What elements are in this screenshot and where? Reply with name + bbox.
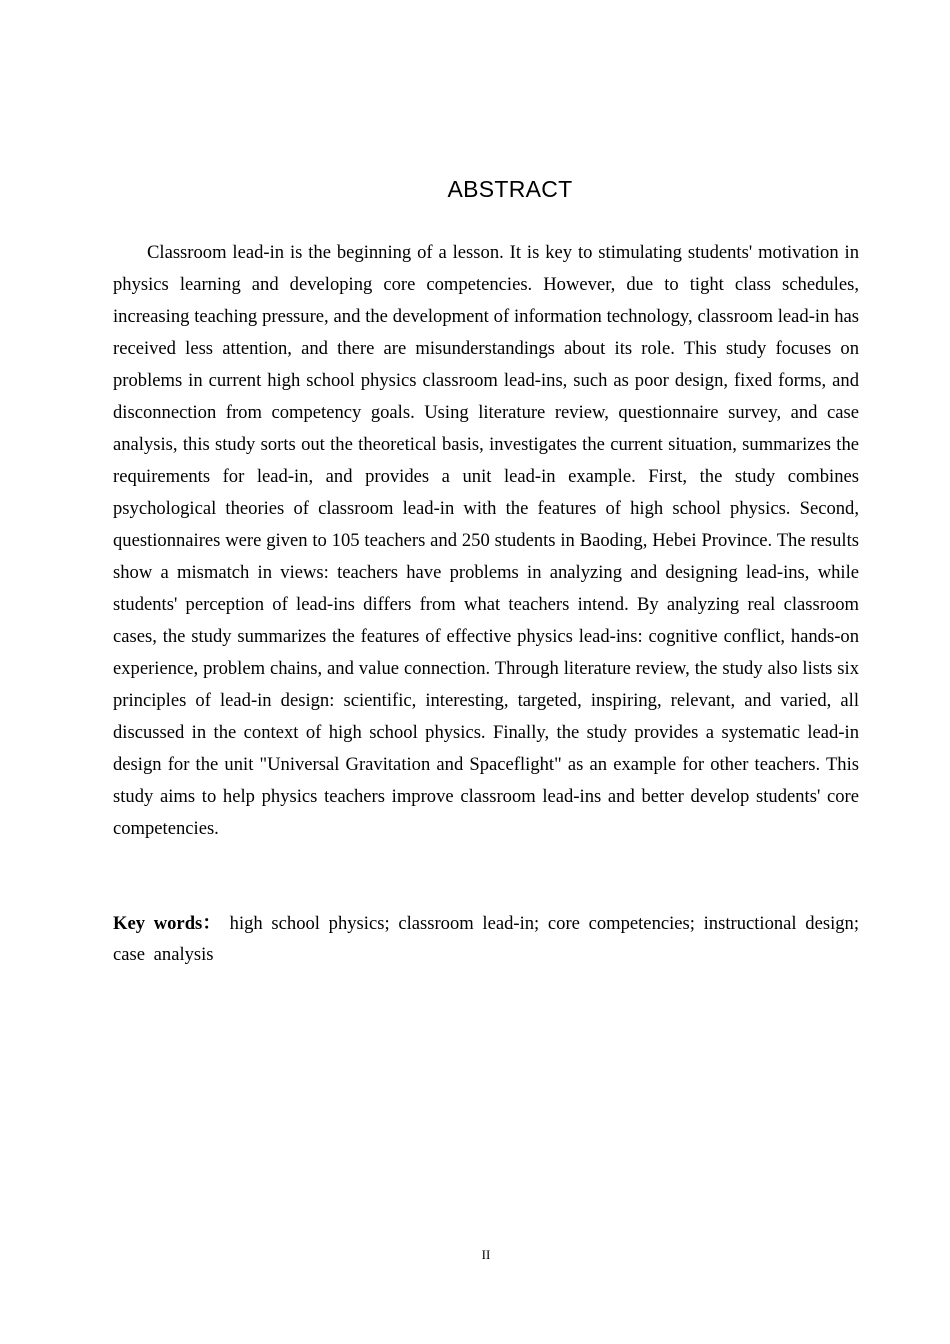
page-number: II <box>481 1247 491 1262</box>
abstract-title: ABSTRACT <box>447 176 573 202</box>
keywords-list: high school physics; classroom lead-in; core competencies; instructional design; case analysis <box>113 913 859 965</box>
keywords-label: Key words： <box>113 913 221 934</box>
abstract-paragraph: Classroom lead-in is the beginning of a lesson. It is key to stimulating students' motivation in physics learning and developing core competencies. However, due to tight class schedules, increasing teaching pressure, and the development of information technology, classroom lead-in has received less attention, and there are misunderstandings about its role. This study focuses on problems in current high school physics classroom lead-ins, such as poor design, fixed forms, and disconnection from competency goals. Using literature review, questionnaire survey, and case analysis, this study sorts out the theoretical basis, investigates the current situation, summarizes the requirements for lead-in, and provides a unit lead-in example. First, the study combines psychological theories of classroom lead-in with the features of high school physics. Second, questionnaires were given to 105 teachers and 250 students in Baoding, Hebei Province. The results show a mismatch in views: teachers have problems in analyzing and designing lead-ins, while students' perception of lead-ins differs from what teachers intend. By analyzing real classroom cases, the study summarizes the features of effective physics lead-ins: cognitive conflict, hands-on experience, problem chains, and value connection. Through literature review, the study also lists six principles of lead-in design: scientific, interesting, targeted, inspiring, relevant, and varied, all discussed in the context of high school physics. Finally, the study provides a systematic lead-in design for the unit "Universal Gravitation and Spaceflight" as an example for other teachers. This study aims to help physics teachers improve classroom lead-ins and better develop students' core competencies. <box>113 242 859 839</box>
keywords-line <box>113 908 859 970</box>
